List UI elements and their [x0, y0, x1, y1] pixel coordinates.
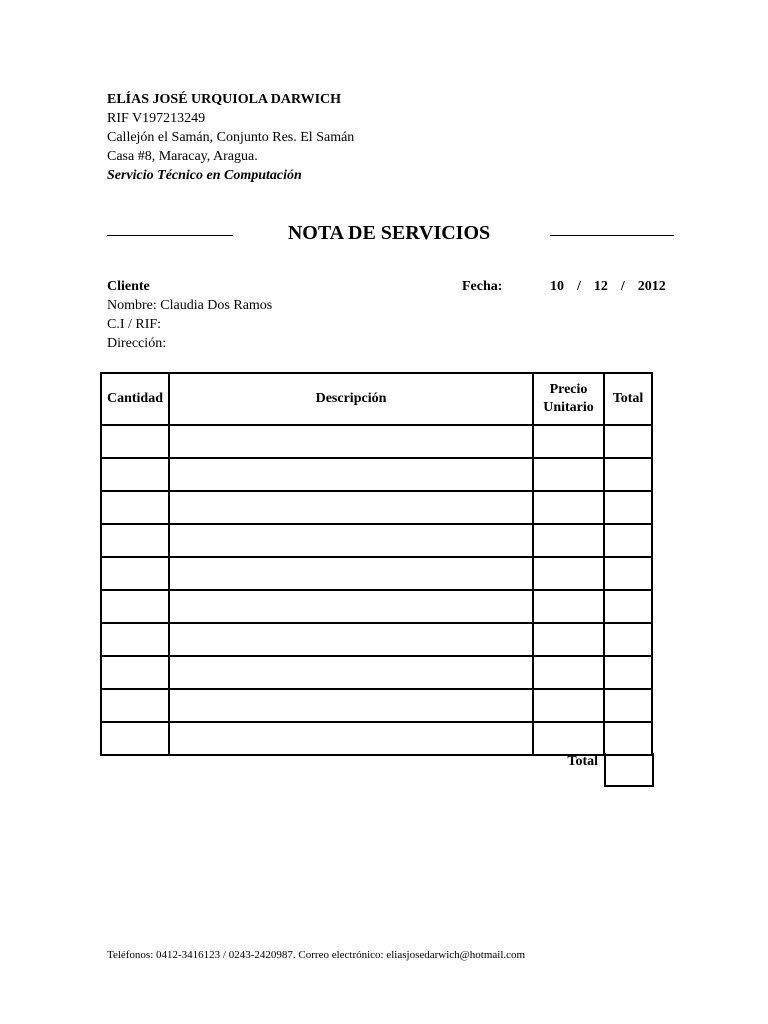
cell-quantity[interactable] — [101, 590, 169, 623]
cell-quantity[interactable] — [101, 623, 169, 656]
cell-quantity[interactable] — [101, 425, 169, 458]
table-row — [101, 623, 652, 656]
issuer-name: ELÍAS JOSÉ URQUIOLA DARWICH — [107, 92, 342, 107]
cell-description[interactable] — [169, 557, 533, 590]
cell-total[interactable] — [604, 656, 652, 689]
header-quantity: Cantidad — [101, 373, 169, 425]
client-heading: Cliente — [107, 279, 150, 294]
cell-total[interactable] — [604, 623, 652, 656]
cell-unit-price[interactable] — [533, 524, 604, 557]
cell-total[interactable] — [604, 491, 652, 524]
header-total: Total — [604, 373, 652, 425]
title-rule-right — [550, 235, 674, 236]
header-description: Descripción — [169, 373, 533, 425]
cell-quantity[interactable] — [101, 689, 169, 722]
table-row — [101, 425, 652, 458]
issuer-rif: RIF V197213249 — [107, 111, 206, 126]
table-row — [101, 656, 652, 689]
cell-quantity[interactable] — [101, 557, 169, 590]
date-separator: / — [577, 279, 581, 294]
cell-unit-price[interactable] — [533, 722, 604, 755]
cell-total[interactable] — [604, 590, 652, 623]
issuer-address-line1: Callejón el Samán, Conjunto Res. El Samán — [107, 130, 355, 145]
table-row — [101, 557, 652, 590]
table-row — [101, 590, 652, 623]
date-month: 12 — [593, 279, 608, 294]
date-day: 10 — [550, 279, 564, 294]
cell-total[interactable] — [604, 689, 652, 722]
title-rule-left — [107, 235, 233, 236]
cell-description[interactable] — [169, 656, 533, 689]
table-header-row — [101, 373, 652, 425]
cell-quantity[interactable] — [101, 656, 169, 689]
cell-total[interactable] — [604, 722, 652, 755]
date-value — [550, 277, 666, 296]
cell-description[interactable] — [169, 590, 533, 623]
items-table — [100, 372, 653, 756]
cell-quantity[interactable] — [101, 458, 169, 491]
table-row — [101, 689, 652, 722]
table-row — [101, 491, 652, 524]
cell-total[interactable] — [604, 425, 652, 458]
document-title: NOTA DE SERVICIOS — [287, 222, 491, 244]
table-row — [101, 524, 652, 557]
cell-description[interactable] — [169, 623, 533, 656]
cell-quantity[interactable] — [101, 491, 169, 524]
cell-unit-price[interactable] — [533, 458, 604, 491]
header-unit-price — [533, 373, 604, 425]
cell-description[interactable] — [169, 524, 533, 557]
client-ci-rif: C.I / RIF: — [107, 317, 162, 332]
cell-quantity[interactable] — [101, 722, 169, 755]
table-row — [101, 458, 652, 491]
cell-total[interactable] — [604, 557, 652, 590]
table-row — [101, 722, 652, 755]
cell-unit-price[interactable] — [533, 689, 604, 722]
cell-quantity[interactable] — [101, 524, 169, 557]
cell-description[interactable] — [169, 425, 533, 458]
grand-total-label: Total — [567, 754, 598, 769]
header-unit-price-line2: Unitario — [543, 400, 594, 415]
cell-description[interactable] — [169, 689, 533, 722]
cell-description[interactable] — [169, 722, 533, 755]
footer-contact: Teléfonos: 0412-3416123 / 0243-2420987. Correo electrónico: eliasjosedarwich@hotmail.com — [107, 949, 526, 961]
date-label: Fecha: — [462, 279, 503, 294]
date-separator: / — [620, 279, 625, 294]
header-unit-price-line1: Precio — [549, 382, 588, 397]
cell-total[interactable] — [604, 458, 652, 491]
cell-unit-price[interactable] — [533, 623, 604, 656]
grand-total-box[interactable] — [604, 753, 654, 787]
cell-unit-price[interactable] — [533, 590, 604, 623]
cell-unit-price[interactable] — [533, 656, 604, 689]
issuer-address-line2: Casa #8, Maracay, Aragua. — [107, 149, 258, 164]
cell-unit-price[interactable] — [533, 557, 604, 590]
issuer-service: Servicio Técnico en Computación — [107, 168, 302, 183]
cell-description[interactable] — [169, 491, 533, 524]
cell-total[interactable] — [604, 524, 652, 557]
client-name: Nombre: Claudia Dos Ramos — [107, 298, 273, 313]
client-address: Dirección: — [107, 336, 167, 351]
date-year: 2012 — [637, 279, 666, 294]
cell-description[interactable] — [169, 458, 533, 491]
cell-unit-price[interactable] — [533, 491, 604, 524]
items-body — [101, 425, 652, 755]
cell-unit-price[interactable] — [533, 425, 604, 458]
